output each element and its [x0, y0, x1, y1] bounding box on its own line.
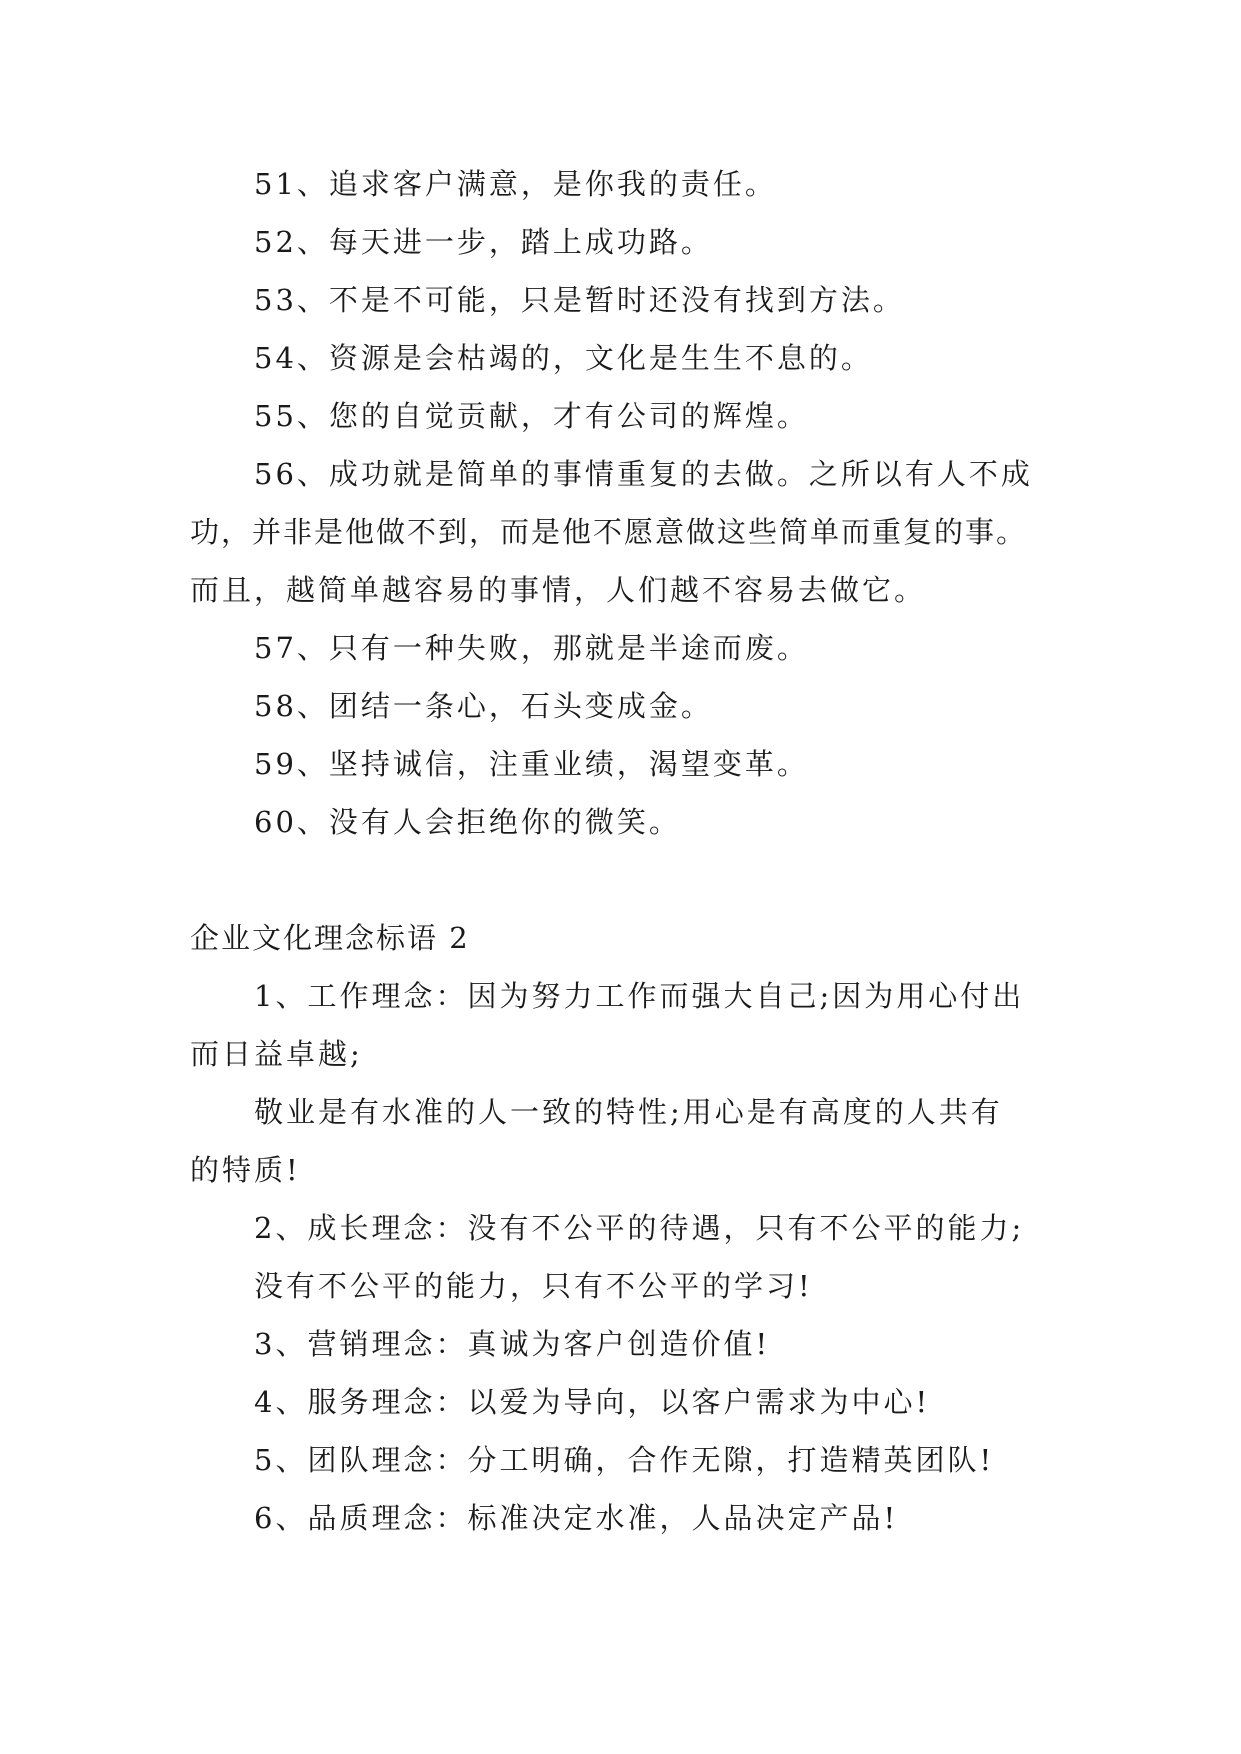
list-item: 60、没有人会拒绝你的微笑。: [254, 805, 681, 839]
list-item: 51、追求客户满意，是你我的责任。: [254, 167, 777, 201]
paragraph-line: 而且，越简单越容易的事情，人们越不容易去做它。: [190, 573, 927, 607]
paragraph-line: 而日益卓越;: [190, 1037, 363, 1071]
list-item: 57、只有一种失败，那就是半途而废。: [254, 631, 809, 665]
list-item: 5、团队理念：分工明确，合作无隙，打造精英团队!: [254, 1443, 995, 1477]
paragraph-line: 敬业是有水准的人一致的特性;用心是有高度的人共有: [254, 1095, 1003, 1129]
paragraph-line: 的特质!: [190, 1153, 301, 1187]
list-item: 53、不是不可能，只是暂时还没有找到方法。: [254, 283, 905, 317]
list-item: 4、服务理念：以爱为导向，以客户需求为中心!: [254, 1385, 931, 1419]
list-item: 55、您的自觉贡献，才有公司的辉煌。: [254, 399, 809, 433]
paragraph-line: 功，并非是他做不到，而是他不愿意做这些简单而重复的事。: [190, 515, 1028, 549]
paragraph-line: 2、成长理念：没有不公平的待遇，只有不公平的能力;: [254, 1211, 1025, 1245]
list-item: 3、营销理念：真诚为客户创造价值!: [254, 1327, 771, 1361]
section-heading: 企业文化理念标语 2: [190, 921, 470, 955]
list-item: 54、资源是会枯竭的，文化是生生不息的。: [254, 341, 873, 375]
list-item: 6、品质理念：标准决定水准，人品决定产品!: [254, 1501, 899, 1535]
paragraph-line: 没有不公平的能力，只有不公平的学习!: [254, 1269, 813, 1303]
list-item: 58、团结一条心，石头变成金。: [254, 689, 713, 723]
paragraph-line: 1、工作理念：因为努力工作而强大自己;因为用心付出: [254, 979, 1025, 1013]
list-item: 59、坚持诚信，注重业绩，渴望变革。: [254, 747, 809, 781]
paragraph-line: 56、成功就是简单的事情重复的去做。之所以有人不成: [254, 457, 1033, 491]
list-item: 52、每天进一步，踏上成功路。: [254, 225, 713, 259]
